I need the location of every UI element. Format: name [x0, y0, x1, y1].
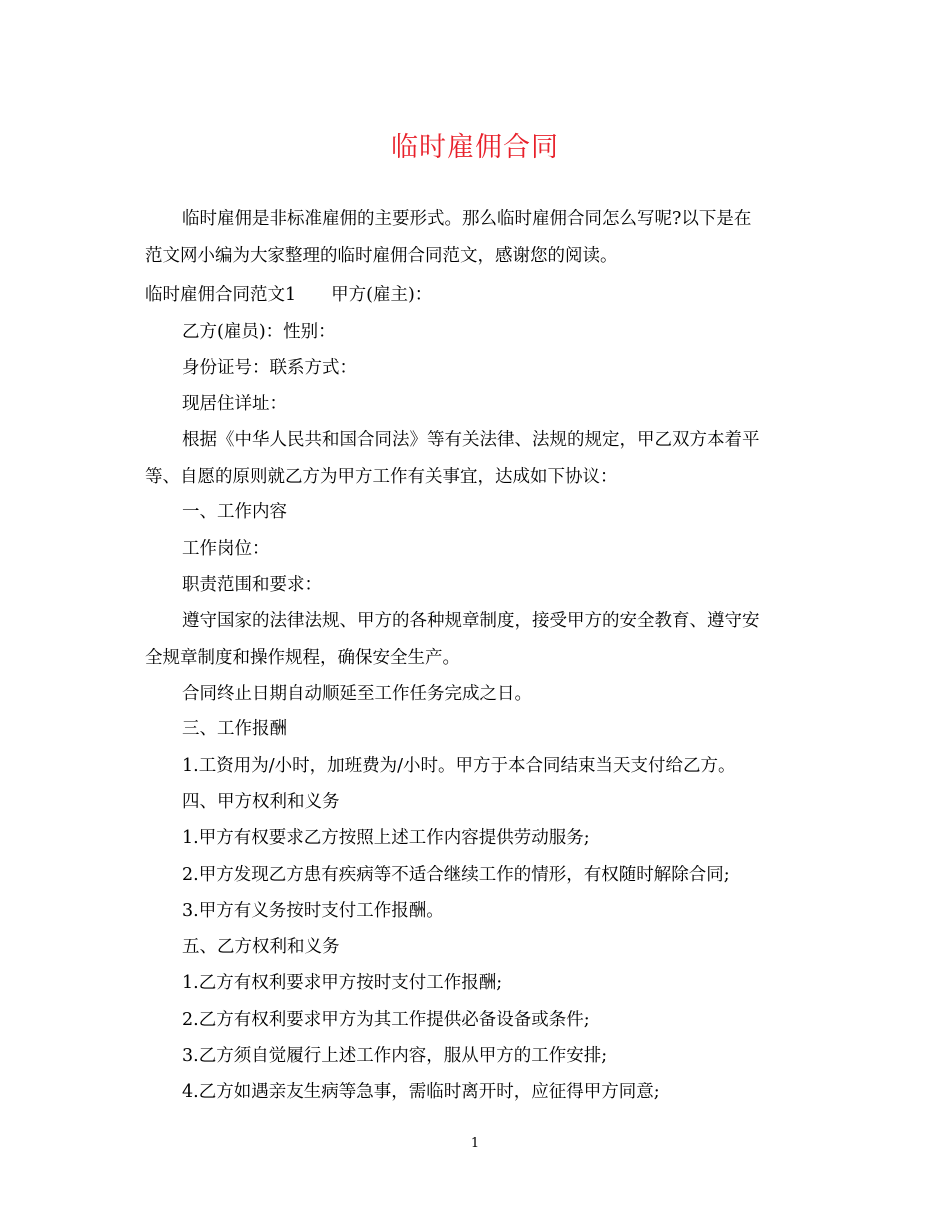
document-title: 临时雇佣合同 [391, 132, 559, 163]
paragraph-line: 2.甲方发现乙方患有疾病等不适合继续工作的情形，有权随时解除合同; [182, 865, 730, 885]
paragraph-line: 1.乙方有权利要求甲方按时支付工作报酬; [182, 973, 503, 993]
paragraph-line: 遵守国家的法律法规、甲方的各种规章制度，接受甲方的安全教育、遵守安 [182, 611, 760, 631]
paragraph-line: 根据《中华人民共和国合同法》等有关法律、法规的规定，甲乙双方本着平 [182, 430, 760, 450]
paragraph-line: 1.甲方有权要求乙方按照上述工作内容提供劳动服务; [182, 828, 590, 848]
paragraph-line: 职责范围和要求： [182, 575, 322, 595]
paragraph-line: 等、自愿的原则就乙方为甲方工作有关事宜，达成如下协议： [145, 467, 618, 487]
paragraph-line: 范文网小编为大家整理的临时雇佣合同范文，感谢您的阅读。 [145, 246, 618, 266]
paragraph-line: 合同终止日期自动顺延至工作任务完成之日。 [182, 684, 532, 704]
paragraph-line: 1.工资用为/小时，加班费为/小时。甲方于本合同结束当天支付给乙方。 [182, 756, 736, 776]
paragraph-line: 临时雇佣是非标准雇佣的主要形式。那么临时雇佣合同怎么写呢?以下是在 [182, 209, 752, 229]
paragraph-line: 4.乙方如遇亲友生病等急事，需临时离开时，应征得甲方同意; [182, 1082, 660, 1102]
paragraph-line: 现居住详址： [182, 394, 287, 414]
paragraph-line: 3.甲方有义务按时支付工作报酬。 [182, 901, 444, 921]
section-heading: 三、工作报酬 [182, 719, 287, 739]
section-heading: 五、乙方权利和义务 [182, 937, 340, 957]
section-heading: 一、工作内容 [182, 502, 287, 522]
paragraph-line: 全规章制度和操作规程，确保安全生产。 [145, 648, 460, 668]
page-number: 1 [470, 1136, 480, 1151]
paragraph-line: 2.乙方有权利要求甲方为其工作提供必备设备或条件; [182, 1010, 590, 1030]
section-heading: 四、甲方权利和义务 [182, 792, 340, 812]
paragraph-line: 身份证号：联系方式： [182, 358, 357, 378]
paragraph-line: 临时雇佣合同范文1 甲方(雇主)： [145, 285, 433, 305]
paragraph-line: 工作岗位： [182, 539, 270, 559]
paragraph-line: 乙方(雇员)：性别： [182, 322, 336, 342]
paragraph-line: 3.乙方须自觉履行上述工作内容，服从甲方的工作安排; [182, 1046, 608, 1066]
